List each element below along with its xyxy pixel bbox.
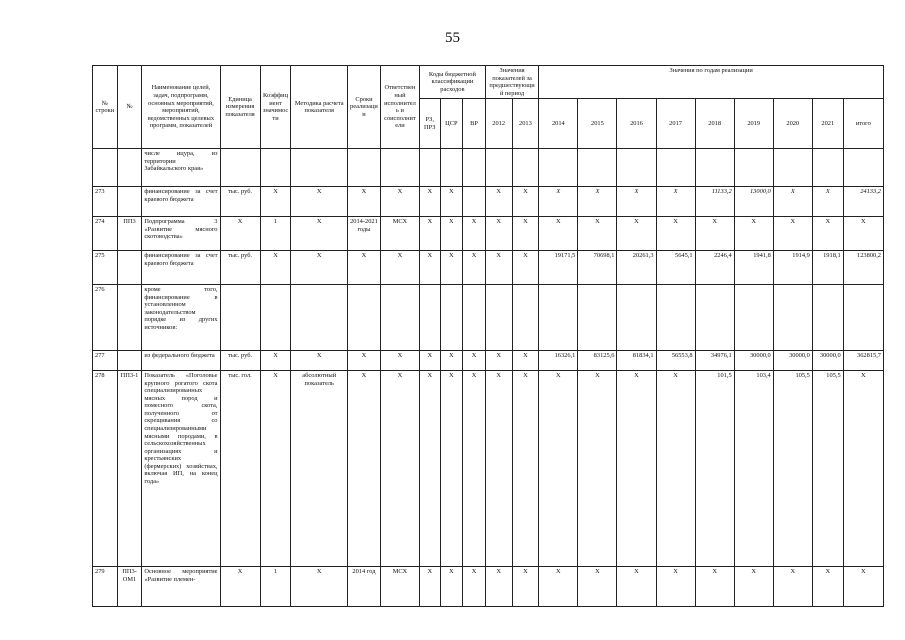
cell-row-no: 278 — [93, 371, 118, 567]
cell-value-0 — [539, 285, 578, 351]
cell-value-8 — [843, 149, 883, 187]
cell-value-3: X — [656, 187, 695, 217]
cell-responsible: X — [380, 371, 419, 567]
cell-value-6: 1914,9 — [773, 251, 812, 285]
cell-responsible: МСХ — [380, 567, 419, 607]
cell-value-2: 20261,3 — [617, 251, 656, 285]
cell-value-0: 19171,5 — [539, 251, 578, 285]
cell-method: X — [291, 567, 348, 607]
cell-csr: X — [440, 371, 463, 567]
cell-no — [117, 251, 142, 285]
cell-value-5 — [734, 285, 773, 351]
cell-row-no: 274 — [93, 217, 118, 251]
cell-vr: X — [463, 371, 486, 567]
cell-terms — [348, 149, 381, 187]
cell-value-6: 30000,0 — [773, 351, 812, 371]
cell-terms: X — [348, 251, 381, 285]
header-no: № — [117, 66, 142, 149]
cell-method: абсолютный показатель — [291, 371, 348, 567]
table-row — [93, 217, 884, 251]
header-coef: Коэффициент значимости — [260, 66, 291, 149]
cell-year-2013: X — [512, 351, 539, 371]
cell-no — [117, 351, 142, 371]
cell-coef: 1 — [260, 567, 291, 607]
cell-value-1 — [578, 285, 617, 351]
cell-value-6: 105,5 — [773, 371, 812, 567]
cell-no — [117, 285, 142, 351]
cell-value-0 — [539, 149, 578, 187]
cell-csr: X — [440, 567, 463, 607]
cell-name: Основное мероприятие «Развитие племен- — [142, 567, 220, 607]
cell-value-6 — [773, 149, 812, 187]
cell-value-4: 11133,2 — [695, 187, 734, 217]
cell-method: X — [291, 217, 348, 251]
cell-responsible: МСХ — [380, 217, 419, 251]
cell-method: X — [291, 251, 348, 285]
cell-value-3: 5645,1 — [656, 251, 695, 285]
cell-year-2012: X — [485, 187, 512, 217]
cell-value-1: X — [578, 371, 617, 567]
table-row — [93, 251, 884, 285]
cell-row-no: 275 — [93, 251, 118, 285]
cell-csr: X — [440, 187, 463, 217]
cell-vr: X — [463, 567, 486, 607]
cell-csr — [440, 285, 463, 351]
cell-value-8 — [843, 285, 883, 351]
cell-method: X — [291, 351, 348, 371]
header-rz: РЗ, ПРЗ — [419, 99, 440, 149]
cell-vr — [463, 285, 486, 351]
cell-name: Показатель «Поголовье крупного рогатого скота специализированных мясных пород и помесного скота, полученного от скрещивания со специализированными мясными породами, в сельскохозяйственных организациях и крестьянских (фермерских) хозяйствах, включая ИП, на конец года» — [142, 371, 220, 567]
cell-responsible — [380, 149, 419, 187]
cell-method — [291, 285, 348, 351]
header-method: Методика расчета показателя — [291, 66, 348, 149]
header-prev-values: Значения показателей за предшествующий период — [485, 66, 538, 99]
cell-value-8: X — [843, 371, 883, 567]
cell-vr: X — [463, 251, 486, 285]
cell-value-4 — [695, 285, 734, 351]
cell-value-4: 34976,1 — [695, 351, 734, 371]
cell-value-6: X — [773, 217, 812, 251]
cell-coef: X — [260, 351, 291, 371]
cell-value-1: X — [578, 567, 617, 607]
cell-year-2013 — [512, 149, 539, 187]
cell-rz — [419, 149, 440, 187]
cell-no — [117, 187, 142, 217]
cell-unit: тыс. руб. — [220, 351, 260, 371]
cell-value-0: X — [539, 187, 578, 217]
cell-value-2: X — [617, 371, 656, 567]
cell-terms: X — [348, 187, 381, 217]
cell-name: финансирование за счет краевого бюджета — [142, 251, 220, 285]
cell-coef: 1 — [260, 217, 291, 251]
cell-year-2013 — [512, 285, 539, 351]
cell-terms: 2014-2021 годы — [348, 217, 381, 251]
cell-rz: X — [419, 187, 440, 217]
cell-responsible: X — [380, 251, 419, 285]
cell-year-2012 — [485, 285, 512, 351]
cell-name: из федерального бюджета — [142, 351, 220, 371]
header-row-no: № строки — [93, 66, 118, 149]
cell-value-3: 56553,8 — [656, 351, 695, 371]
cell-terms: X — [348, 371, 381, 567]
cell-value-6 — [773, 285, 812, 351]
cell-value-6: X — [773, 187, 812, 217]
header-vr: ВР — [463, 99, 486, 149]
cell-value-6: X — [773, 567, 812, 607]
cell-row-no: 276 — [93, 285, 118, 351]
table-row — [93, 371, 884, 567]
header-year-2021: 2021 — [812, 99, 843, 149]
cell-year-2013: X — [512, 251, 539, 285]
cell-row-no: 277 — [93, 351, 118, 371]
cell-rz: X — [419, 251, 440, 285]
cell-name: финансирование за счет краевого бюджета — [142, 187, 220, 217]
cell-value-7: X — [812, 187, 843, 217]
cell-year-2013: X — [512, 187, 539, 217]
cell-value-3: X — [656, 371, 695, 567]
cell-value-8: X — [843, 567, 883, 607]
cell-row-no: 273 — [93, 187, 118, 217]
cell-vr: X — [463, 351, 486, 371]
cell-year-2012: X — [485, 567, 512, 607]
table-row — [93, 567, 884, 607]
table-row — [93, 187, 884, 217]
cell-terms: 2014 год — [348, 567, 381, 607]
cell-vr: X — [463, 217, 486, 251]
cell-unit: тыс. гол. — [220, 371, 260, 567]
cell-unit — [220, 149, 260, 187]
cell-year-2012 — [485, 149, 512, 187]
cell-value-4: 2246,4 — [695, 251, 734, 285]
cell-terms: X — [348, 351, 381, 371]
header-year-2013: 2013 — [512, 99, 539, 149]
cell-year-2012: X — [485, 351, 512, 371]
cell-rz — [419, 285, 440, 351]
cell-no: ПП3 — [117, 217, 142, 251]
cell-responsible — [380, 285, 419, 351]
cell-method — [291, 149, 348, 187]
header-year-2014: 2014 — [539, 99, 578, 149]
cell-row-no — [93, 149, 118, 187]
cell-value-2: X — [617, 217, 656, 251]
cell-value-1 — [578, 149, 617, 187]
cell-coef — [260, 149, 291, 187]
cell-value-4: X — [695, 217, 734, 251]
cell-year-2013: X — [512, 371, 539, 567]
cell-value-3: X — [656, 217, 695, 251]
cell-value-8: 123800,2 — [843, 251, 883, 285]
cell-value-7 — [812, 285, 843, 351]
cell-csr: X — [440, 251, 463, 285]
header-total: итого — [843, 99, 883, 149]
cell-value-7: 105,5 — [812, 371, 843, 567]
cell-vr — [463, 187, 486, 217]
cell-value-7: 1918,1 — [812, 251, 843, 285]
cell-no: ПП3-ОМ1 — [117, 567, 142, 607]
cell-value-5: X — [734, 217, 773, 251]
header-year-2019: 2019 — [734, 99, 773, 149]
cell-rz: X — [419, 217, 440, 251]
cell-value-1: 83125,6 — [578, 351, 617, 371]
cell-year-2012: X — [485, 251, 512, 285]
cell-terms — [348, 285, 381, 351]
table-row — [93, 351, 884, 371]
cell-value-3 — [656, 285, 695, 351]
cell-vr — [463, 149, 486, 187]
cell-value-7: 30000,0 — [812, 351, 843, 371]
cell-value-1: X — [578, 217, 617, 251]
cell-value-1: X — [578, 187, 617, 217]
cell-value-5: 30000,0 — [734, 351, 773, 371]
cell-method: X — [291, 187, 348, 217]
header-values-by-year: Значения по годам реализации — [539, 66, 884, 99]
cell-coef — [260, 285, 291, 351]
cell-value-3 — [656, 149, 695, 187]
header-year-2012: 2012 — [485, 99, 512, 149]
header-csr: ЦСР — [440, 99, 463, 149]
header-year-2020: 2020 — [773, 99, 812, 149]
cell-unit — [220, 285, 260, 351]
cell-rz: X — [419, 351, 440, 371]
cell-rz: X — [419, 567, 440, 607]
cell-value-2 — [617, 285, 656, 351]
cell-name: числе ицура, из территории Забайкальского края» — [142, 149, 220, 187]
cell-coef: X — [260, 251, 291, 285]
cell-unit: тыс. руб. — [220, 187, 260, 217]
cell-value-0: X — [539, 371, 578, 567]
cell-responsible: X — [380, 351, 419, 371]
cell-value-2 — [617, 149, 656, 187]
cell-name: Подпрограмма 3 «Развитие мясного скотоводства» — [142, 217, 220, 251]
cell-value-5 — [734, 149, 773, 187]
cell-value-2: X — [617, 187, 656, 217]
cell-value-4 — [695, 149, 734, 187]
cell-csr: X — [440, 351, 463, 371]
header-name: Наименование целей, задач, подпрограмм, основных мероприятий, мероприятий, ведомственных целевых программ, показателей — [142, 66, 220, 149]
page-number: 55 — [445, 30, 460, 46]
cell-value-7 — [812, 149, 843, 187]
cell-rz: X — [419, 371, 440, 567]
cell-value-7: X — [812, 217, 843, 251]
cell-value-3: X — [656, 567, 695, 607]
cell-value-8: X — [843, 217, 883, 251]
indicators-table — [92, 65, 884, 607]
cell-value-8: 24133,2 — [843, 187, 883, 217]
cell-row-no: 279 — [93, 567, 118, 607]
cell-csr: X — [440, 217, 463, 251]
cell-value-5: 103,4 — [734, 371, 773, 567]
cell-unit: X — [220, 217, 260, 251]
cell-value-0: 16326,1 — [539, 351, 578, 371]
cell-value-7: X — [812, 567, 843, 607]
cell-value-4: X — [695, 567, 734, 607]
cell-year-2013: X — [512, 567, 539, 607]
header-year-2018: 2018 — [695, 99, 734, 149]
cell-value-2: 81834,1 — [617, 351, 656, 371]
cell-unit: X — [220, 567, 260, 607]
cell-csr — [440, 149, 463, 187]
header-responsible: Ответственный исполнитель и соисполнители — [380, 66, 419, 149]
cell-value-2: X — [617, 567, 656, 607]
cell-year-2012: X — [485, 217, 512, 251]
header-budget-codes: Коды бюджетной классификации расходов — [419, 66, 485, 99]
table-row — [93, 285, 884, 351]
cell-value-5: 1941,8 — [734, 251, 773, 285]
cell-value-0: X — [539, 217, 578, 251]
table-row — [93, 149, 884, 187]
cell-no — [117, 149, 142, 187]
cell-value-8: 362815,7 — [843, 351, 883, 371]
cell-year-2013: X — [512, 217, 539, 251]
cell-value-5: 13000,0 — [734, 187, 773, 217]
cell-value-1: 70698,1 — [578, 251, 617, 285]
cell-coef: X — [260, 187, 291, 217]
cell-name: кроме того, финансирование в установленном законодательством порядке из других источников: — [142, 285, 220, 351]
cell-year-2012: X — [485, 371, 512, 567]
header-year-2016: 2016 — [617, 99, 656, 149]
cell-coef: X — [260, 371, 291, 567]
cell-value-5: X — [734, 567, 773, 607]
cell-no: ПП3-1 — [117, 371, 142, 567]
cell-responsible: X — [380, 187, 419, 217]
header-unit: Единица измерения показателя — [220, 66, 260, 149]
cell-unit: тыс. руб. — [220, 251, 260, 285]
cell-value-4: 101,5 — [695, 371, 734, 567]
cell-value-0: X — [539, 567, 578, 607]
header-terms: Сроки реализации — [348, 66, 381, 149]
header-year-2017: 2017 — [656, 99, 695, 149]
header-year-2015: 2015 — [578, 99, 617, 149]
